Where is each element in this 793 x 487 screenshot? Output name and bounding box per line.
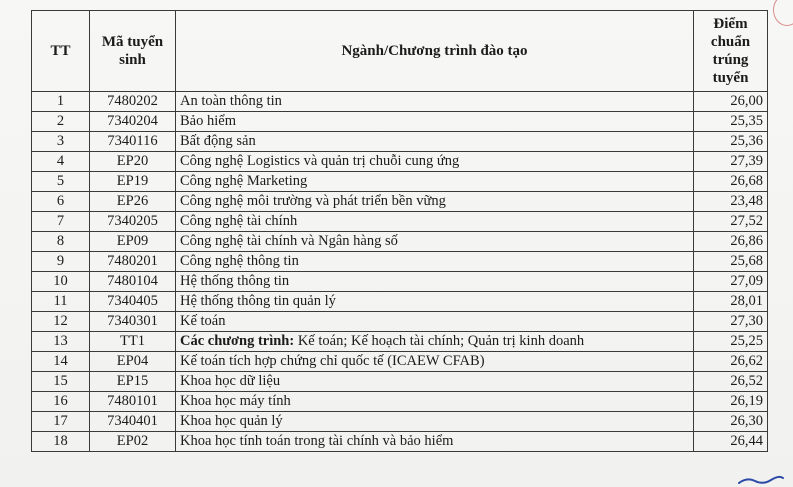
cell-ma-tuyen-sinh: 7340204	[90, 112, 176, 132]
table-row	[32, 192, 768, 212]
cell-nganh	[176, 232, 694, 252]
cell-nganh	[176, 132, 694, 152]
program-name: Công nghệ tài chính và Ngân hàng số	[180, 233, 398, 249]
cell-diem-chuan: 27,30	[694, 312, 768, 332]
table-row	[32, 212, 768, 232]
cell-tt: 8	[32, 232, 90, 252]
cell-diem-chuan: 26,19	[694, 392, 768, 412]
cell-tt: 9	[32, 252, 90, 272]
program-name: Công nghệ môi trường và phát triển bền vững	[180, 193, 446, 209]
program-name: Kế toán; Kế hoạch tài chính; Quản trị kinh doanh	[294, 333, 585, 349]
program-name: Công nghệ thông tin	[180, 253, 299, 269]
cell-tt: 6	[32, 192, 90, 212]
header-diem-chuan: Điểm chuẩn trúng tuyển	[694, 11, 768, 92]
red-stamp-edge	[773, 0, 793, 26]
cell-diem-chuan: 26,62	[694, 352, 768, 372]
table-row	[32, 272, 768, 292]
cell-tt: 15	[32, 372, 90, 392]
cell-ma-tuyen-sinh: 7480104	[90, 272, 176, 292]
cell-nganh	[176, 112, 694, 132]
cell-diem-chuan: 26,68	[694, 172, 768, 192]
table-row	[32, 232, 768, 252]
table-header-row	[32, 11, 768, 92]
cell-nganh	[176, 192, 694, 212]
header-nganh: Ngành/Chương trình đào tạo	[176, 11, 694, 92]
cell-ma-tuyen-sinh: EP19	[90, 172, 176, 192]
cell-nganh	[176, 432, 694, 452]
cell-ma-tuyen-sinh: EP20	[90, 152, 176, 172]
cell-diem-chuan: 25,25	[694, 332, 768, 352]
cell-diem-chuan: 25,36	[694, 132, 768, 152]
cell-nganh	[176, 312, 694, 332]
table-row	[32, 112, 768, 132]
table-row	[32, 172, 768, 192]
cell-nganh	[176, 212, 694, 232]
cell-tt: 16	[32, 392, 90, 412]
cell-diem-chuan: 27,39	[694, 152, 768, 172]
cell-tt: 12	[32, 312, 90, 332]
program-name: Kế toán tích hợp chứng chỉ quốc tế (ICAEW CFAB)	[180, 353, 485, 369]
cell-tt: 13	[32, 332, 90, 352]
cell-nganh	[176, 172, 694, 192]
program-group-label: Các chương trình:	[180, 333, 295, 349]
program-name: Công nghệ tài chính	[180, 213, 298, 229]
cell-tt: 7	[32, 212, 90, 232]
program-name: Khoa học máy tính	[180, 393, 291, 409]
cell-ma-tuyen-sinh: 7340405	[90, 292, 176, 312]
cell-ma-tuyen-sinh: TT1	[90, 332, 176, 352]
cell-ma-tuyen-sinh: 7340205	[90, 212, 176, 232]
cell-diem-chuan: 23,48	[694, 192, 768, 212]
program-name: Hệ thống thông tin	[180, 273, 290, 289]
cell-diem-chuan: 25,68	[694, 252, 768, 272]
cell-nganh	[176, 92, 694, 112]
cell-nganh	[176, 352, 694, 372]
table-row	[32, 372, 768, 392]
table-row	[32, 412, 768, 432]
cell-tt: 1	[32, 92, 90, 112]
program-name: Hệ thống thông tin quản lý	[180, 293, 336, 309]
cell-ma-tuyen-sinh: EP26	[90, 192, 176, 212]
program-name: Công nghệ Logistics và quản trị chuỗi cung ứng	[180, 153, 460, 169]
cell-ma-tuyen-sinh: EP09	[90, 232, 176, 252]
cell-ma-tuyen-sinh: 7340401	[90, 412, 176, 432]
cell-nganh	[176, 292, 694, 312]
cell-ma-tuyen-sinh: 7480202	[90, 92, 176, 112]
table-body	[32, 92, 768, 452]
table-row	[32, 252, 768, 272]
cell-nganh	[176, 252, 694, 272]
program-name: Khoa học quản lý	[180, 413, 283, 429]
cell-diem-chuan: 28,01	[694, 292, 768, 312]
cell-tt: 4	[32, 152, 90, 172]
cell-ma-tuyen-sinh: EP02	[90, 432, 176, 452]
cell-diem-chuan: 27,09	[694, 272, 768, 292]
cell-tt: 10	[32, 272, 90, 292]
cell-diem-chuan: 26,00	[694, 92, 768, 112]
cell-diem-chuan: 26,52	[694, 372, 768, 392]
cell-diem-chuan: 27,52	[694, 212, 768, 232]
table-row	[32, 152, 768, 172]
table-row	[32, 312, 768, 332]
cell-nganh	[176, 332, 694, 352]
program-name: Khoa học tính toán trong tài chính và bảo hiểm	[180, 433, 454, 449]
cell-nganh	[176, 412, 694, 432]
cell-ma-tuyen-sinh: 7340116	[90, 132, 176, 152]
cell-ma-tuyen-sinh: EP04	[90, 352, 176, 372]
table-row	[32, 432, 768, 452]
cell-diem-chuan: 26,30	[694, 412, 768, 432]
header-tt: TT	[32, 11, 90, 92]
cell-tt: 14	[32, 352, 90, 372]
cell-ma-tuyen-sinh: 7480201	[90, 252, 176, 272]
program-name: Khoa học dữ liệu	[180, 373, 281, 389]
cell-ma-tuyen-sinh: 7480101	[90, 392, 176, 412]
cell-ma-tuyen-sinh: 7340301	[90, 312, 176, 332]
program-name: Kế toán	[180, 313, 226, 329]
program-name: Bất động sản	[180, 133, 256, 149]
cell-diem-chuan: 26,86	[694, 232, 768, 252]
cell-ma-tuyen-sinh: EP15	[90, 372, 176, 392]
cell-nganh	[176, 392, 694, 412]
admission-score-table	[31, 10, 768, 452]
cell-tt: 11	[32, 292, 90, 312]
cell-nganh	[176, 272, 694, 292]
table-row	[32, 92, 768, 112]
program-name: An toàn thông tin	[180, 93, 282, 109]
table-row	[32, 332, 768, 352]
cell-diem-chuan: 25,35	[694, 112, 768, 132]
cell-nganh	[176, 152, 694, 172]
cell-tt: 2	[32, 112, 90, 132]
signature-stroke-icon	[737, 475, 785, 485]
table-row	[32, 392, 768, 412]
cell-tt: 17	[32, 412, 90, 432]
header-ma-tuyen-sinh: Mã tuyển sinh	[90, 11, 176, 92]
cell-tt: 18	[32, 432, 90, 452]
table-row	[32, 132, 768, 152]
cell-tt: 3	[32, 132, 90, 152]
program-name: Bảo hiểm	[180, 113, 236, 129]
table-row	[32, 292, 768, 312]
cell-diem-chuan: 26,44	[694, 432, 768, 452]
cell-nganh	[176, 372, 694, 392]
program-name: Công nghệ Marketing	[180, 173, 308, 189]
table-row	[32, 352, 768, 372]
cell-tt: 5	[32, 172, 90, 192]
